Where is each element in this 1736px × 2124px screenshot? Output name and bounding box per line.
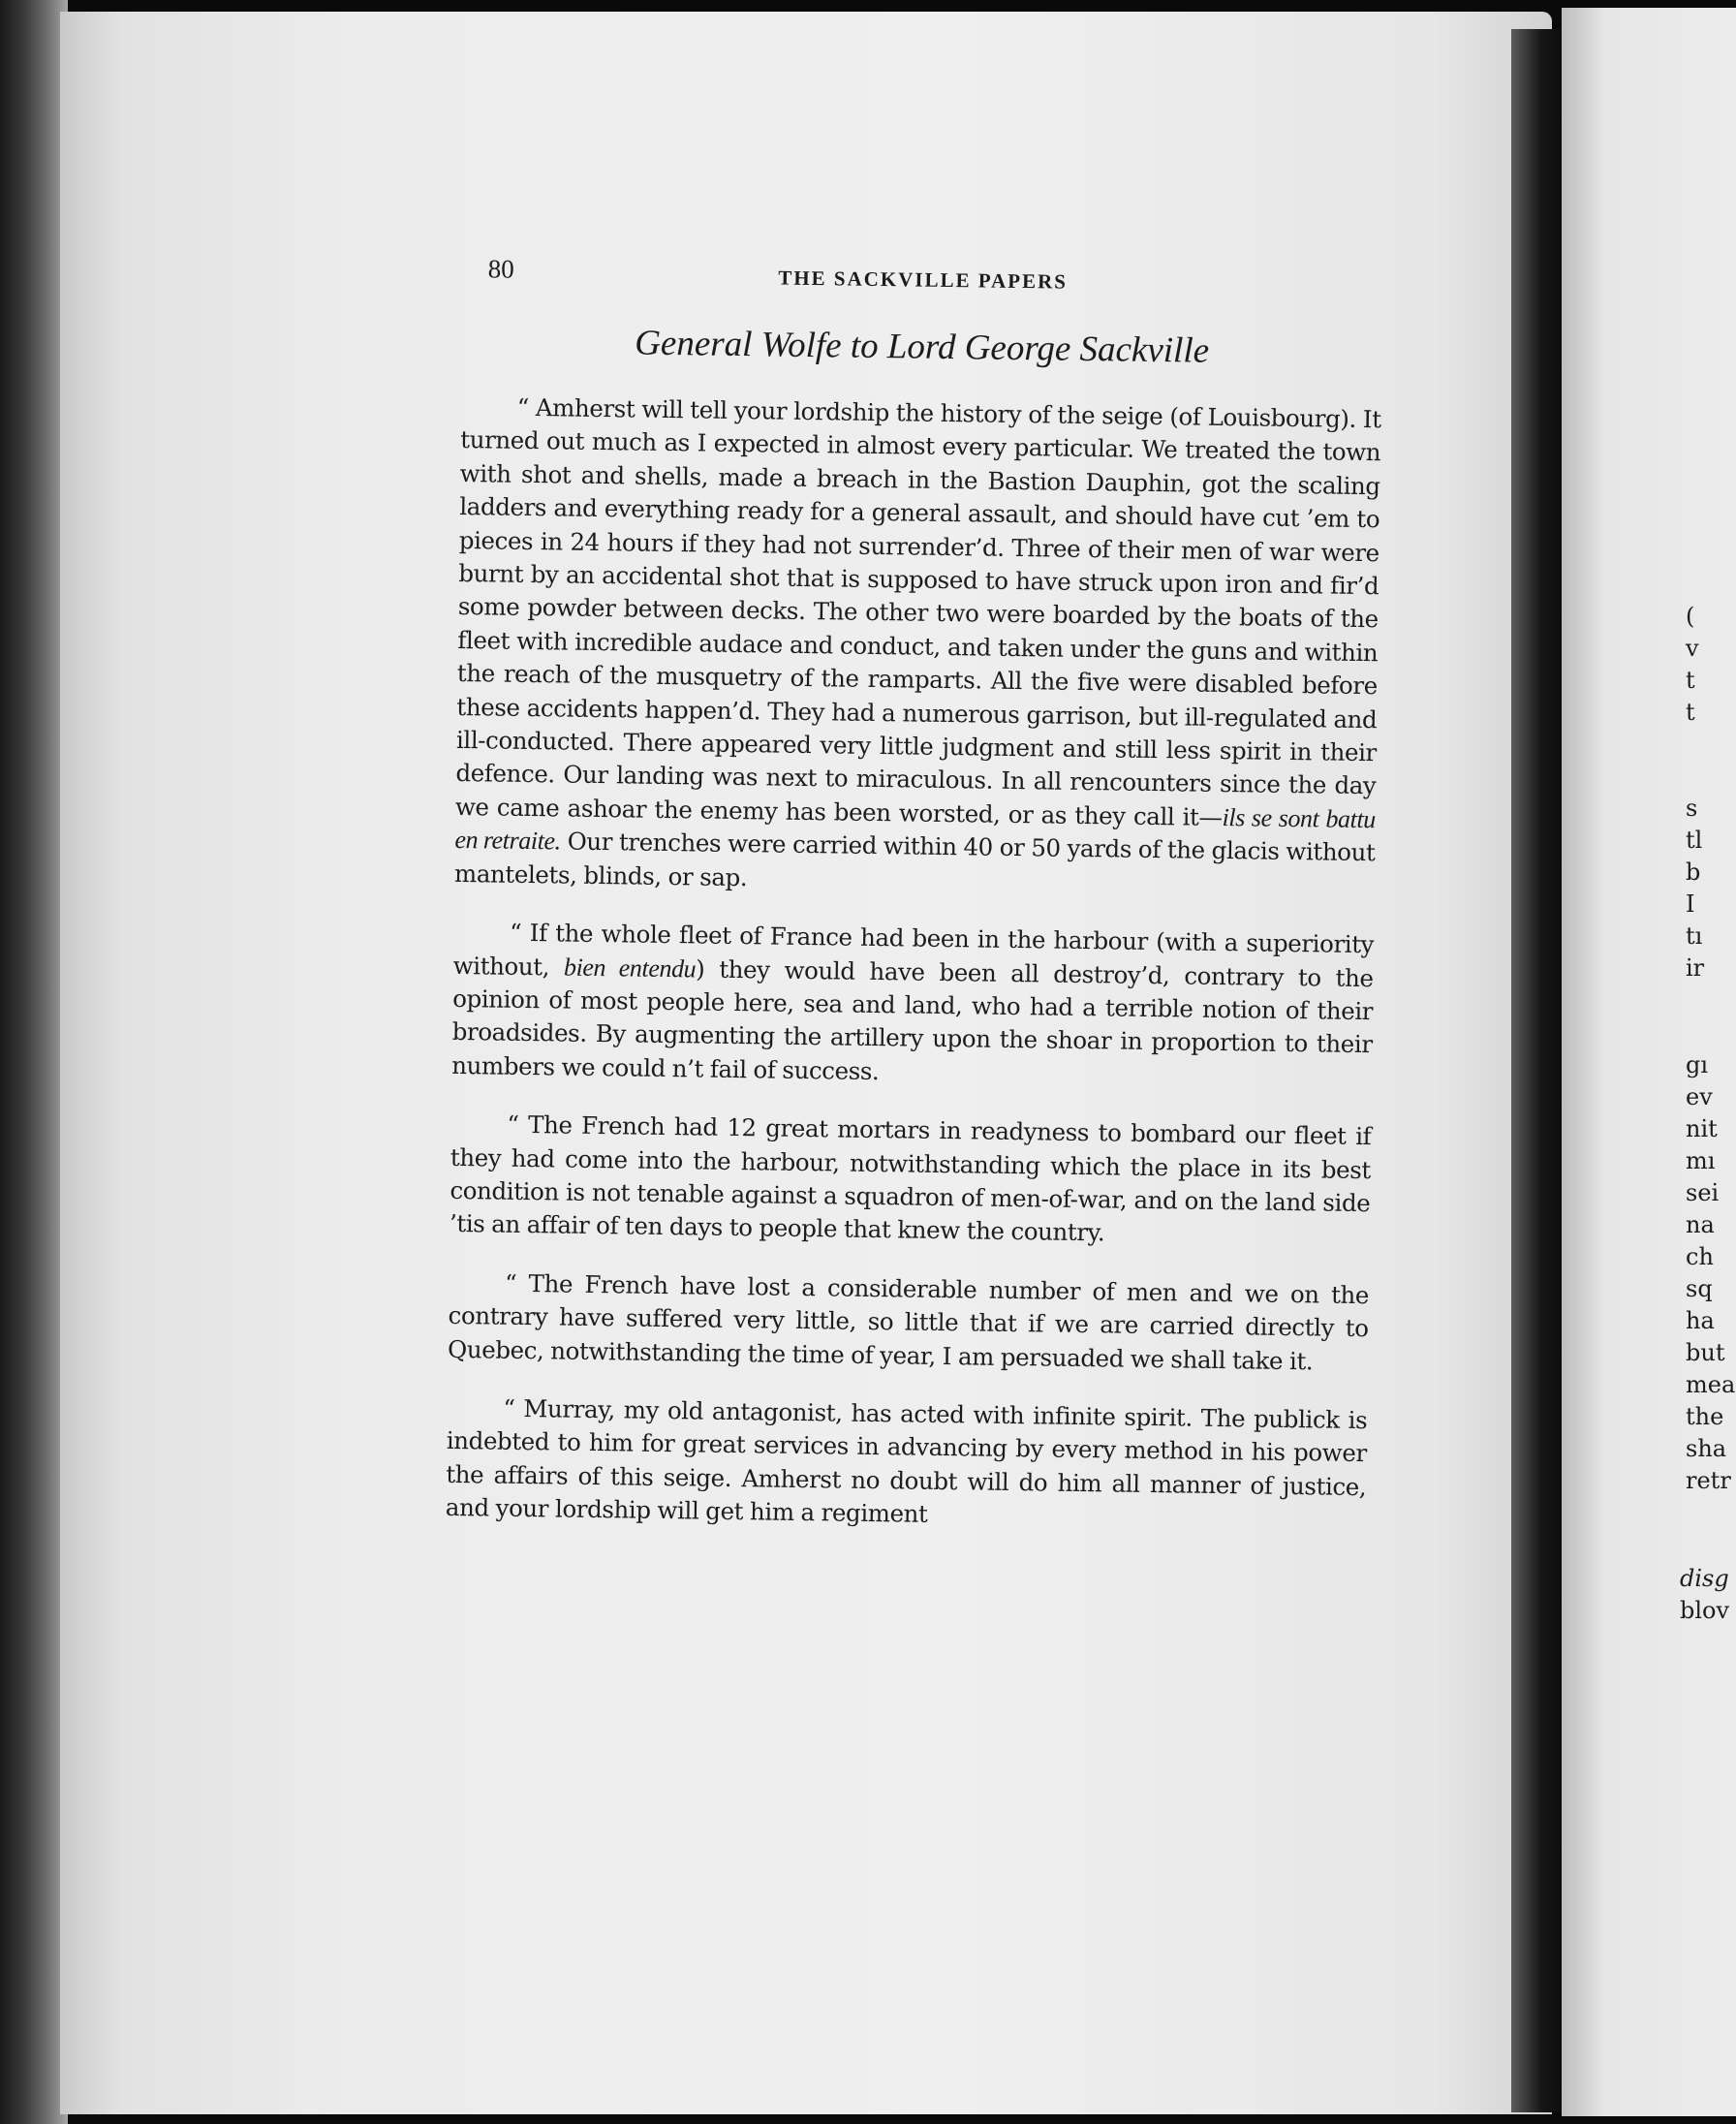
facing-page-fragment: ch — [1686, 1243, 1714, 1270]
facing-page-fragment: sei — [1686, 1179, 1720, 1206]
facing-page-fragment: tl — [1686, 827, 1703, 854]
italic-phrase: ils se sont battu en retraite. — [454, 802, 1377, 856]
letter-body — [446, 390, 1381, 1538]
facing-page-fragment: ha — [1686, 1307, 1715, 1334]
page-number: 80 — [487, 254, 514, 284]
facing-page-fragment: retr — [1686, 1467, 1731, 1494]
paragraph — [454, 390, 1381, 903]
facing-page-fragment: but — [1686, 1339, 1725, 1366]
page-content — [445, 250, 1383, 1563]
text-run: “ The French have lost a considerable number of men and we on the contrary have suffered very little, so little that if we are carried directly to Quebec, notwithstanding the time of year, I am persuaded we shall take it. — [447, 1268, 1370, 1375]
paragraph — [448, 1266, 1369, 1379]
text-run: “ The French had 12 great mortars in readyness to bombard our fleet if they had come into the harbour, notwithstanding which the place in its best condition is not tenable against a squadron of men-of-war, and on the land side ’tis an affair of ten days to people that knew the country. — [449, 1109, 1372, 1247]
text-run: ) they would have been all destroy’d, contrary to the opinion of most people here, sea and land, who had a terrible notion of their broadsides. By augmenting the artillery upon the shoar in proportion to their numbers we could n’t fail of success. — [451, 953, 1374, 1085]
facing-page-fragment: tı — [1686, 922, 1703, 950]
facing-page-fragment: v — [1686, 635, 1699, 662]
facing-page-fragment: I — [1686, 890, 1695, 918]
facing-page-fragment: ir — [1686, 954, 1705, 982]
facing-page-fragment: gı — [1686, 1051, 1709, 1078]
italic-phrase: bien entendu — [563, 953, 697, 983]
facing-page-fragment: disg — [1680, 1565, 1729, 1592]
text-run: “ Amherst will tell your lordship the history of the seige (of Louisbourg). It turned out much as I expected in almost every particular. We treated the town with shot and shells, made a breach in the Bastion Dauphin, got the scaling ladders and everything ready for a general assault, and should have cut ’em to pieces in 24 hours if they had not surrender’d. Three of their men of war were burnt by an accidental shot that is supposed to have struck upon iron and fir’d some powder between decks. The other two were boarded by the boats of the fleet with incredible audace and conduct, and taken under the guns and within the reach of the musquetry of the ramparts. All the five were disabled before these accidents happen’d. They had a numerous garrison, but ill-regulated and ill-conducted. There appeared very little judgment and still less spirit in their defence. Our landing was next to miraculous. In all rencounters since the day we came ashoar the enemy has been worsted, or as they call it— — [454, 392, 1381, 831]
facing-page-fragment: mea — [1686, 1371, 1736, 1398]
facing-page-fragment: na — [1686, 1211, 1715, 1238]
facing-page-fragment: s — [1686, 795, 1698, 822]
facing-page-fragment: sha — [1686, 1435, 1727, 1462]
facing-page-fragment: sq — [1686, 1275, 1713, 1302]
facing-page-fragment: nit — [1686, 1115, 1718, 1142]
paragraph — [451, 916, 1374, 1095]
facing-page-fragment: t — [1686, 667, 1695, 694]
facing-page-fragment: blov — [1680, 1597, 1730, 1624]
text-run: “ Murray, my old antagonist, has acted with infinite spirit. The publick is indebted to him for great services in advancing by every method in his power the affairs of this seige. Amherst no doubt will do him all manner of justice, and your lordship will get him a regiment — [445, 1393, 1368, 1529]
facing-page-fragment: the — [1686, 1403, 1724, 1430]
letter-title: General Wolfe to Lord George Sackville — [634, 323, 1210, 371]
paragraph — [450, 1108, 1372, 1254]
facing-page-fragment: ev — [1686, 1083, 1713, 1110]
facing-page-fragment: t — [1686, 699, 1695, 726]
facing-page-text — [1680, 0, 1736, 2124]
text-run: “ If the whole fleet of France had been in the harbour (with a superiority without, — [452, 918, 1375, 982]
scan-binding-edge — [0, 0, 68, 2124]
running-head-title: THE SACKVILLE PAPERS — [778, 266, 1069, 294]
facing-page-fragment: b — [1686, 859, 1701, 886]
paragraph — [446, 1391, 1368, 1538]
facing-page-fragment: ( — [1686, 603, 1695, 630]
facing-page-fragment: mı — [1686, 1147, 1716, 1174]
text-run: Our trenches were carried within 40 or 50 yards of the glacis without mantelets, blinds, or sap. — [453, 827, 1376, 891]
